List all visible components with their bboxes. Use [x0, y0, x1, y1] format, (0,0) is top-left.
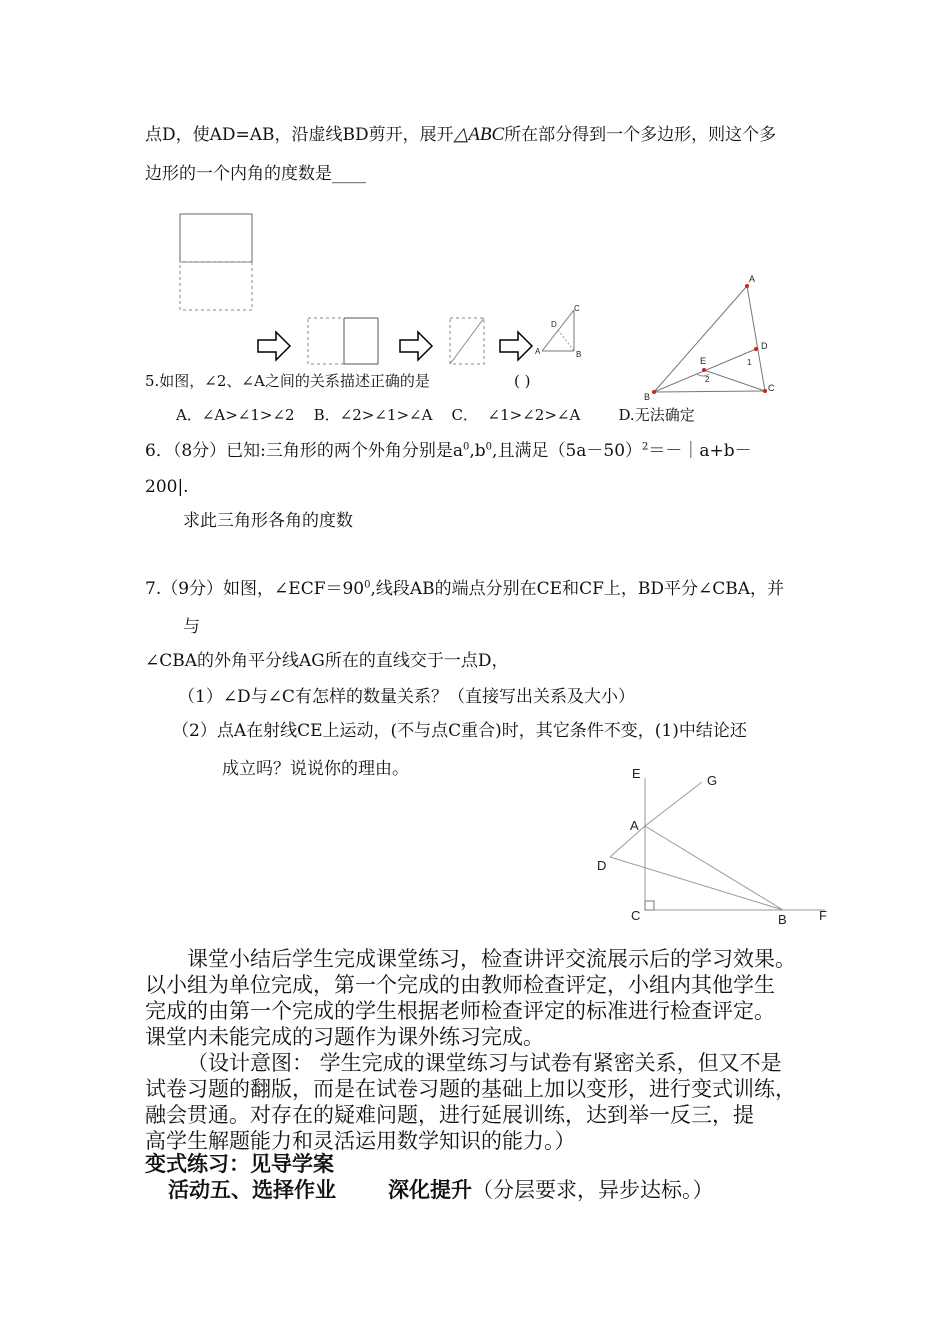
question-6: 6．（8分）已知:三角形的两个外角分别是$a^0,b^0$,且满足$(5a-50)^2=-|a+b-$	[145, 441, 752, 461]
q5-triangle-figure	[635, 270, 795, 405]
svg-text:E: E	[700, 356, 707, 366]
svg-text:E: E	[632, 766, 641, 781]
summary-paragraph-line: 完成的由第一个完成的学生根据老师检查评定的标准进行检查评定。	[145, 999, 775, 1023]
triangle-abc: △ABC	[453, 124, 505, 145]
fig-label: B	[576, 350, 582, 359]
question-6-line: 200|.	[145, 477, 189, 497]
right-arrow-icon	[400, 332, 432, 360]
svg-text:A: A	[630, 818, 639, 833]
section-heading: 变式练习：见导学案	[145, 1151, 334, 1176]
question-5: 5.如图，∠2、∠A之间的关系描述正确的是	[145, 372, 430, 390]
right-arrow-icon	[258, 332, 290, 360]
summary-paragraph-line: 课堂内未能完成的习题作为课外练习完成。	[145, 1025, 544, 1049]
svg-text:A: A	[749, 274, 756, 284]
svg-text:1: 1	[747, 358, 752, 367]
question-7-line: ∠CBA的外角平分线AG所在的直线交于一点D，	[145, 651, 509, 671]
question-7-line: 成立吗？说说你的理由。	[222, 759, 409, 779]
summary-paragraph-line: 课堂小结后学生完成课堂练习，检查讲评交流展示后的学习效果。	[187, 947, 796, 971]
svg-text:D: D	[761, 341, 768, 351]
question-7: 7.（9分）如图，$\angle ECF=90^0$,线段AB的端点分别在CE和CF上，BD平分∠CBA，并	[145, 579, 785, 599]
design-intent-line: （设计意图： 学生完成的课堂练习与试卷有紧密关系，但又不是	[187, 1051, 782, 1075]
fig-label: C	[574, 304, 580, 313]
svg-text:C: C	[631, 908, 641, 923]
fig-label: A	[535, 347, 541, 356]
design-intent-line: 试卷习题的翻版，而是在试卷习题的基础上加以变形，进行变式训练，	[145, 1077, 796, 1101]
design-intent-line: 融会贯通。对存在的疑难问题，进行延展训练，达到举一反三，提	[145, 1103, 754, 1127]
svg-text:F: F	[819, 908, 827, 923]
svg-text:B: B	[644, 392, 651, 402]
svg-text:C: C	[768, 383, 775, 393]
folding-figure	[170, 208, 590, 368]
svg-text:D: D	[597, 858, 607, 873]
question-7-line: （2）点A在射线CE上运动，(不与点C重合)时，其它条件不变，(1)中结论还	[172, 721, 747, 741]
svg-text:G: G	[707, 773, 718, 788]
answer-blank: ( )	[514, 372, 531, 390]
design-intent-line: 高学生解题能力和灵活运用数学知识的能力。）	[145, 1129, 576, 1153]
problem-text-line: 边形的一个内角的度数是____	[145, 164, 366, 184]
right-arrow-icon	[500, 332, 532, 360]
fig-label: D	[551, 320, 557, 329]
summary-paragraph-line: 以小组为单位完成，第一个完成的由教师检查评定，小组内其他学生	[145, 973, 775, 997]
problem-text-line: 点D，使AD=AB，沿虚线BD剪开，展开△ABC所在部分得到一个多边形，则这个多	[145, 124, 777, 145]
question-5-options: A．∠A>∠1>∠2 B．∠2>∠1>∠A C． ∠1>∠2>∠A D.无法确定	[176, 406, 695, 424]
question-6-line: 求此三角形各角的度数	[183, 511, 353, 531]
svg-text:B: B	[778, 912, 787, 927]
question-7-line: （1）∠D与∠C有怎样的数量关系？（直接写出关系及大小）	[178, 687, 635, 707]
svg-text:2: 2	[705, 375, 710, 384]
question-7-line: 与	[183, 617, 200, 637]
q7-angle-figure	[590, 760, 840, 930]
activity-heading: 活动五、选择作业 深化提升（分层要求，异步达标。）	[168, 1177, 714, 1202]
